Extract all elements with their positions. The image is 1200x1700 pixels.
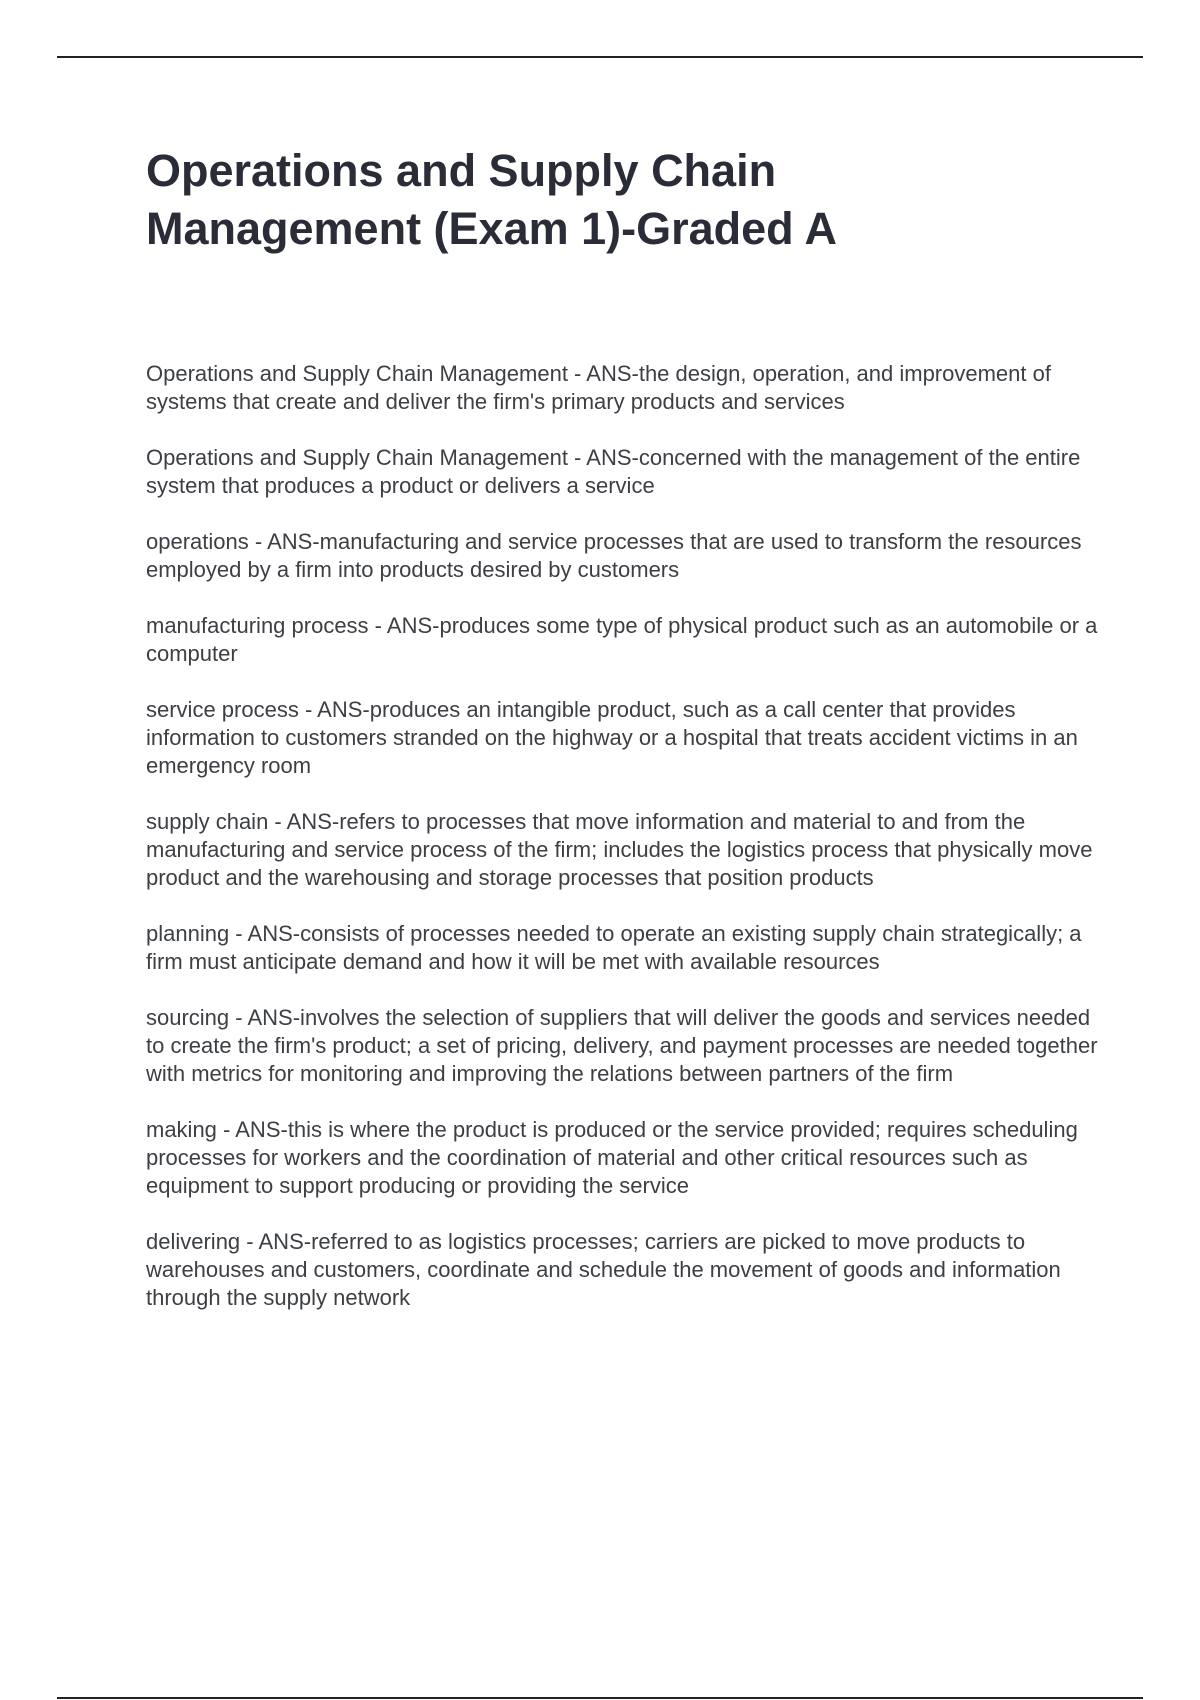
document-body — [146, 142, 1106, 1340]
flashcard-entry: delivering - ANS-referred to as logistics processes; carriers are picked to move products to warehouses and customers, coordinate and schedule the movement of goods and information through the supply network — [146, 1229, 1061, 1310]
flashcard-entry: Operations and Supply Chain Management - ANS-concerned with the management of the entire system that produces a product or delivers a service — [146, 445, 1081, 498]
flashcard-entry: making - ANS-this is where the product is produced or the service provided; requires scheduling processes for workers and the coordination of material and other critical resources such as equipment to support producing or providing the service — [146, 1117, 1078, 1198]
flashcard-entry: planning - ANS-consists of processes needed to operate an existing supply chain strategically; a firm must anticipate demand and how it will be met with available resources — [146, 921, 1082, 974]
document-title-line-2: Management (Exam 1)-Graded A — [146, 203, 837, 254]
flashcard-entry: Operations and Supply Chain Management - ANS-the design, operation, and improvement of systems that create and deliver the firm's primary products and services — [146, 361, 1051, 414]
flashcard-entry: sourcing - ANS-involves the selection of suppliers that will deliver the goods and services needed to create the firm's product; a set of pricing, delivery, and payment processes are needed together with metrics for monitoring and improving the relations between partners of the firm — [146, 1005, 1098, 1086]
flashcard-entry: operations - ANS-manufacturing and service processes that are used to transform the resources employed by a firm into products desired by customers — [146, 529, 1082, 582]
flashcard-entry: manufacturing process - ANS-produces some type of physical product such as an automobile or a computer — [146, 613, 1098, 666]
document-title-line-1: Operations and Supply Chain — [146, 145, 777, 196]
top-divider — [57, 56, 1143, 58]
document-title — [146, 142, 1106, 258]
flashcard-list — [146, 360, 1106, 1312]
flashcard-entry: supply chain - ANS-refers to processes that move information and material to and from the manufacturing and service process of the firm; includes the logistics process that physically move product and the warehousing and storage processes that position products — [146, 809, 1093, 890]
bottom-divider — [57, 1697, 1143, 1699]
flashcard-entry: service process - ANS-produces an intangible product, such as a call center that provides information to customers stranded on the highway or a hospital that treats accident victims in an emergency room — [146, 697, 1078, 778]
